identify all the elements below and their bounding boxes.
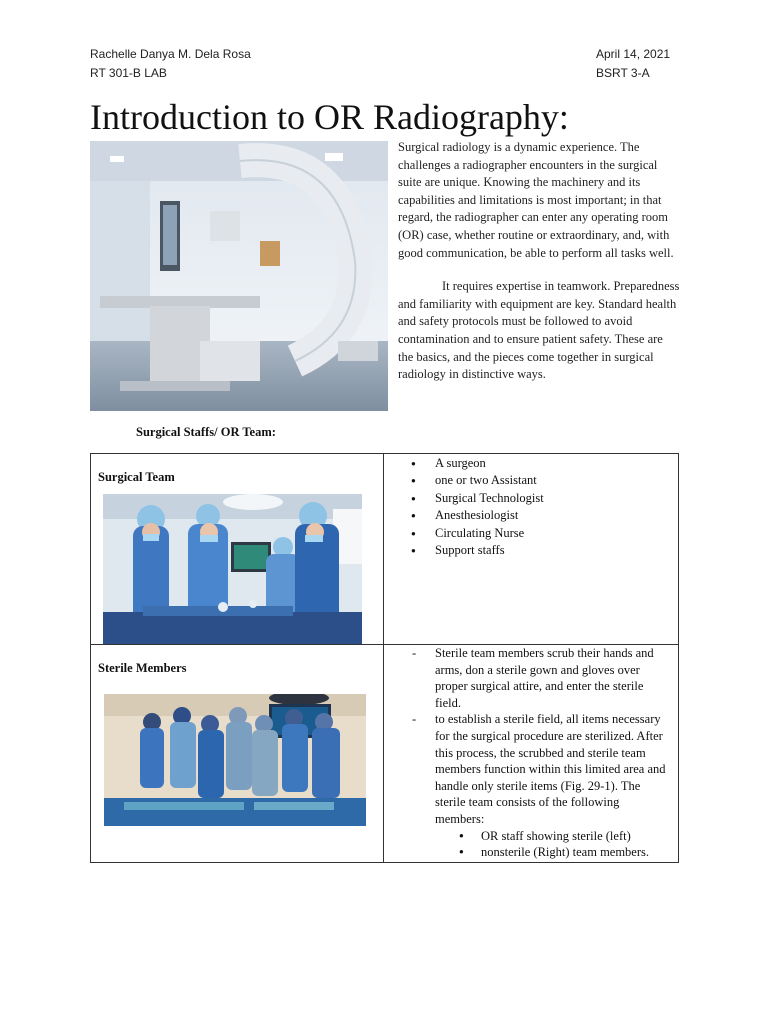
document-date: April 14, 2021 <box>596 47 671 61</box>
or-team-table <box>90 453 679 863</box>
list-item <box>384 711 678 860</box>
list-item: ● Circulating Nurse <box>384 525 678 542</box>
surgical-team-photo <box>103 494 362 644</box>
surgical-team-label: Surgical Team <box>98 470 175 484</box>
sterile-members-list <box>384 645 678 861</box>
author-name: Rachelle Danya M. Dela Rosa <box>90 47 251 61</box>
list-item <box>384 645 678 711</box>
list-item: ● one or two Assistant <box>384 472 678 489</box>
list-item: ● Surgical Technologist <box>384 490 678 507</box>
list-item: ● Anesthesiologist <box>384 507 678 524</box>
page-title: Introduction to OR Radiography: <box>90 97 569 137</box>
sterile-members-description-cell <box>384 645 679 863</box>
intro-paragraph-2: It requires expertise in teamwork. Preparedness and familiarity with equipment are key. Standard health and safety protocols must be followed to avoid contamination and to ensure patient safety. These are the basics, and the pieces come together in surgical radiology in distinctive ways. <box>398 279 680 382</box>
sterile-point-1: Sterile team members scrub their hands and arms, don a sterile gown and gloves over proper surgical attire, and enter the sterile field. <box>435 646 654 710</box>
sterile-members-label: Sterile Members <box>98 661 187 675</box>
course-code: RT 301-B LAB <box>90 66 167 80</box>
list-item: ● A surgeon <box>384 455 678 472</box>
surgical-team-members-cell <box>384 454 679 645</box>
table-row-sterile-members <box>91 645 679 863</box>
c-arm-photo <box>90 141 388 411</box>
header-left <box>90 45 251 83</box>
sterile-subitems <box>435 828 670 861</box>
section-heading: Surgical Staffs/ OR Team: <box>136 425 276 439</box>
intro-paragraph-1: Surgical radiology is a dynamic experience. The challenges a radiographer encounters in the surgical suite are unique. Knowing the machinery and its capabilities and limitations is most important; in that regard, the radiographer can enter any operating room (OR) case, whether routine or extraordinary, and, with good communication, be able to perform all tasks well. <box>398 140 674 260</box>
sterile-point-2: to establish a sterile field, all items necessary for the surgical procedure are sterilized. After this process, the scrubbed and sterile team members function within this limited area and handle only sterile items (Fig. 29-1). The sterile team consists of the following members: <box>435 712 666 826</box>
intro-text <box>398 139 680 384</box>
surgical-team-list <box>384 455 678 559</box>
list-item: ● Support staffs <box>384 542 678 559</box>
sterile-members-cell <box>91 645 384 863</box>
sterile-team-photo <box>104 694 366 826</box>
table-row-surgical-team <box>91 454 679 645</box>
sub-list-item: ● OR staff showing sterile (left) <box>435 828 670 845</box>
sub-list-item: ● nonsterile (Right) team members. <box>435 844 670 861</box>
header-right <box>596 45 670 83</box>
section-code: BSRT 3-A <box>596 66 650 80</box>
surgical-team-cell <box>91 454 384 645</box>
